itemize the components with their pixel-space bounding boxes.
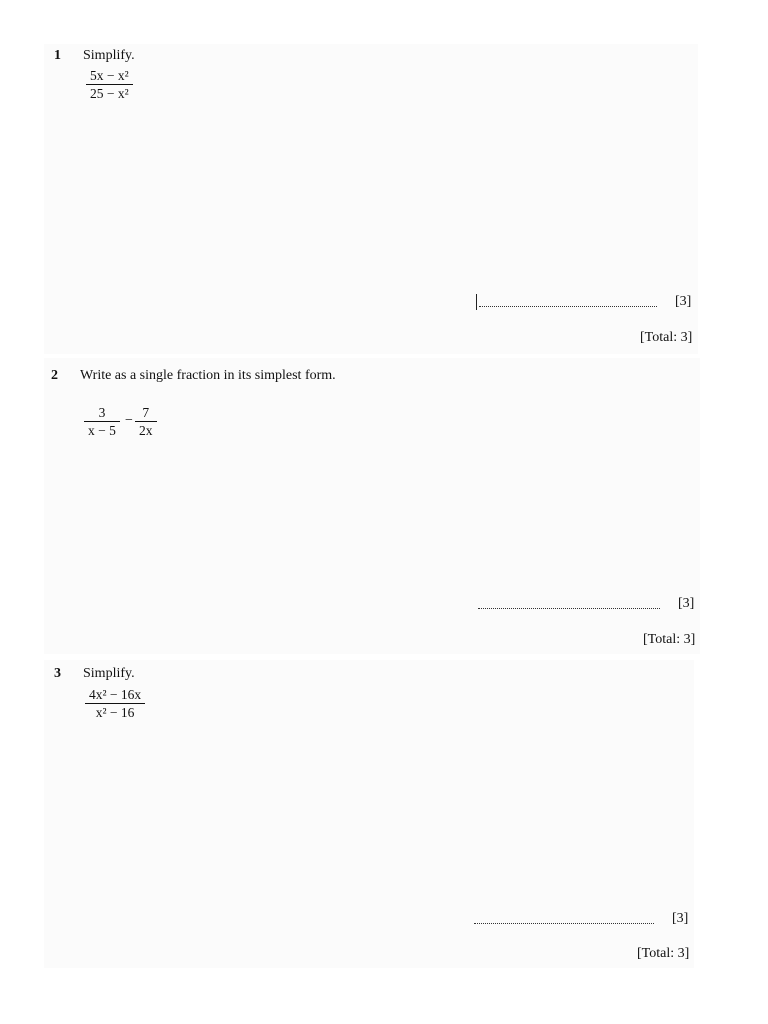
question-3-denominator: x² − 16	[95, 705, 135, 720]
question-2-fraction-b-numerator: 7	[142, 405, 150, 420]
question-1-number: 1	[54, 48, 61, 63]
question-2-marks: [3]	[678, 596, 695, 611]
question-2-answer-line[interactable]	[478, 608, 660, 609]
question-2-fraction-a-numerator: 3	[98, 405, 106, 420]
question-3-fraction	[85, 686, 145, 721]
question-3-marks: [3]	[672, 911, 689, 926]
question-3-instruction: Simplify.	[83, 666, 135, 681]
question-1-instruction: Simplify.	[83, 48, 135, 63]
question-2-operator: −	[125, 413, 133, 428]
question-1-fraction	[86, 67, 133, 102]
question-2-fraction-b	[135, 404, 157, 439]
question-1-panel	[44, 44, 698, 354]
question-3-answer-line[interactable]	[474, 923, 654, 924]
question-3-number: 3	[54, 666, 61, 681]
question-1-denominator: 25 − x²	[90, 86, 129, 101]
question-1-numerator: 5x − x²	[90, 68, 129, 83]
question-1-total: [Total: 3]	[640, 330, 693, 345]
question-1-marks: [3]	[675, 294, 692, 309]
text-cursor	[476, 294, 477, 310]
question-2-fraction-a-denominator: x − 5	[88, 423, 116, 438]
question-2-panel	[44, 358, 700, 654]
question-2-number: 2	[51, 368, 58, 383]
question-2-total: [Total: 3]	[643, 632, 696, 647]
question-2-fraction-b-denominator: 2x	[139, 423, 153, 438]
question-2-fraction-a	[84, 404, 120, 439]
question-3-numerator: 4x² − 16x	[89, 687, 142, 702]
question-3-total: [Total: 3]	[637, 946, 690, 961]
question-2-instruction: Write as a single fraction in its simplest form.	[80, 368, 336, 383]
question-1-answer-line[interactable]	[479, 306, 657, 307]
